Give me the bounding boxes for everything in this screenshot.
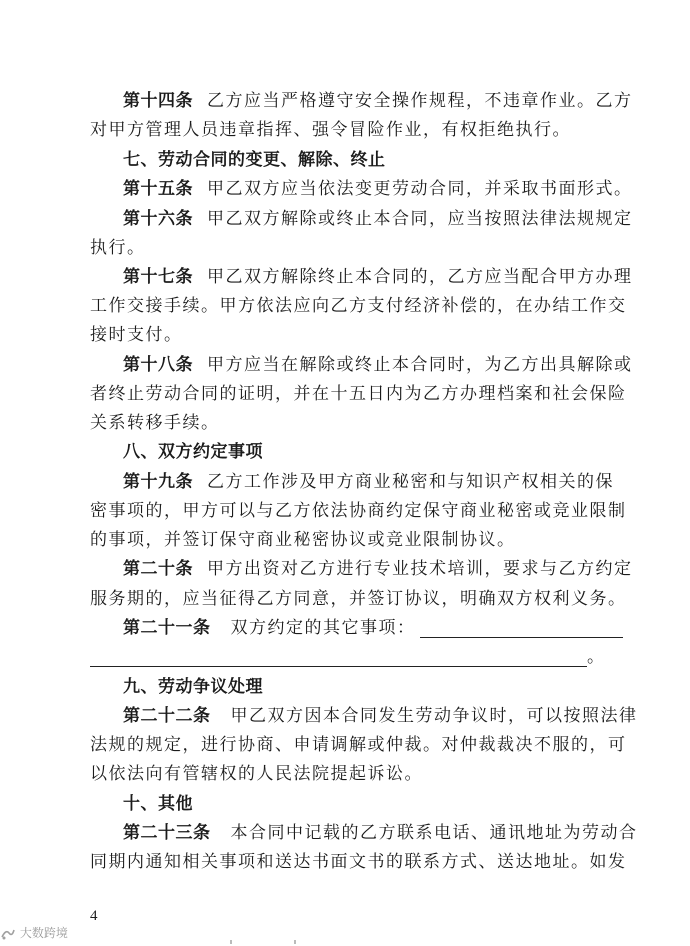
section-heading	[123, 442, 263, 462]
section-title: 十、其他	[123, 794, 193, 814]
section-title: 八、双方约定事项	[123, 442, 263, 462]
text-line	[123, 559, 633, 579]
section-title: 九、劳动争议处理	[123, 677, 263, 697]
article-number: 第十五条	[123, 179, 193, 199]
line-text: 接时支付。	[90, 325, 183, 345]
line-text: 密事项的，甲方可以与乙方依法协商约定保守商业秘密或竞业限制	[90, 501, 627, 521]
line-text: 以依法向有管辖权的人民法院提起诉讼。	[90, 764, 423, 784]
line-text: 法规的规定，进行协商、申请调解或仲裁。对仲裁裁决不服的，可	[90, 735, 627, 755]
line-text: 甲方应当在解除或终止本合同时，为乙方出具解除或	[207, 355, 633, 375]
text-line	[90, 530, 516, 550]
text-line	[90, 384, 627, 404]
line-text: 工作交接手续。甲方依法应向乙方支付经济补偿的，在办结工作交	[90, 296, 627, 316]
line-text: 甲方出资对乙方进行专业技术培训，要求与乙方约定	[207, 559, 633, 579]
text-line	[90, 735, 627, 755]
text-line	[90, 120, 571, 140]
line-text: 的事项，并签订保守商业秘密协议或竞业限制协议。	[90, 530, 516, 550]
line-text: 甲乙双方因本合同发生劳动争议时，可以按照法律	[230, 706, 638, 726]
line-text: 对甲方管理人员违章指挥、强令冒险作业，有权拒绝执行。	[90, 120, 571, 140]
text-line	[123, 823, 638, 843]
watermark	[0, 924, 68, 941]
text-line	[123, 472, 614, 492]
line-text: 乙方工作涉及甲方商业秘密和与知识产权相关的保	[207, 472, 614, 492]
article-number: 第十六条	[123, 209, 193, 229]
text-line	[90, 852, 627, 872]
text-line	[90, 764, 423, 784]
article-number: 第二十三条	[123, 823, 211, 843]
section-heading	[123, 150, 386, 170]
section-heading	[123, 677, 263, 697]
text-line	[90, 238, 146, 258]
section-title: 七、劳动合同的变更、解除、终止	[123, 150, 386, 170]
line-text: 服务期的，应当征得乙方同意，并签订协议，明确双方权利义务。	[90, 589, 627, 609]
article-number: 第二十条	[123, 559, 193, 579]
watermark-logo-icon	[0, 927, 16, 941]
line-text: 甲乙双方应当依法变更劳动合同，并采取书面形式。	[207, 179, 633, 199]
page-number: 4	[90, 908, 98, 924]
scan-mark	[230, 940, 232, 944]
text-line	[123, 706, 638, 726]
text-line	[90, 647, 606, 667]
watermark-text: 大数跨境	[19, 926, 68, 940]
line-text: 本合同中记载的乙方联系电话、通讯地址为劳动合	[230, 823, 638, 843]
article-number: 第十七条	[123, 267, 193, 287]
scan-mark	[294, 940, 296, 944]
text-line	[123, 91, 633, 111]
line-text: 双方约定的其它事项：	[230, 618, 416, 638]
text-line	[123, 355, 633, 375]
text-line	[90, 325, 183, 345]
article-number: 第二十二条	[123, 706, 211, 726]
text-line	[123, 267, 633, 287]
line-text: 执行。	[90, 238, 146, 258]
line-end-punctuation: 。	[587, 647, 606, 667]
article-number: 第二十一条	[123, 618, 211, 638]
text-line	[90, 589, 627, 609]
fill-in-blank[interactable]	[90, 648, 587, 667]
article-number: 第十四条	[123, 91, 193, 111]
fill-in-blank[interactable]	[420, 619, 623, 638]
line-text: 甲乙双方解除终止本合同的，乙方应当配合甲方办理	[207, 267, 633, 287]
section-heading	[123, 794, 193, 814]
text-line	[90, 296, 627, 316]
line-text: 乙方应当严格遵守安全操作规程，不违章作业。乙方	[207, 91, 633, 111]
line-text: 关系转移手续。	[90, 413, 220, 433]
text-line	[123, 209, 633, 229]
text-line	[123, 179, 633, 199]
line-text: 同期内通知相关事项和送达书面文书的联系方式、送达地址。如发	[90, 852, 627, 872]
text-line	[123, 618, 623, 638]
text-line	[90, 501, 627, 521]
line-text: 甲乙双方解除或终止本合同，应当按照法律法规规定	[207, 209, 633, 229]
article-number: 第十九条	[123, 472, 193, 492]
article-number: 第十八条	[123, 355, 193, 375]
text-line	[90, 413, 220, 433]
line-text: 者终止劳动合同的证明，并在十五日内为乙方办理档案和社会保险	[90, 384, 627, 404]
